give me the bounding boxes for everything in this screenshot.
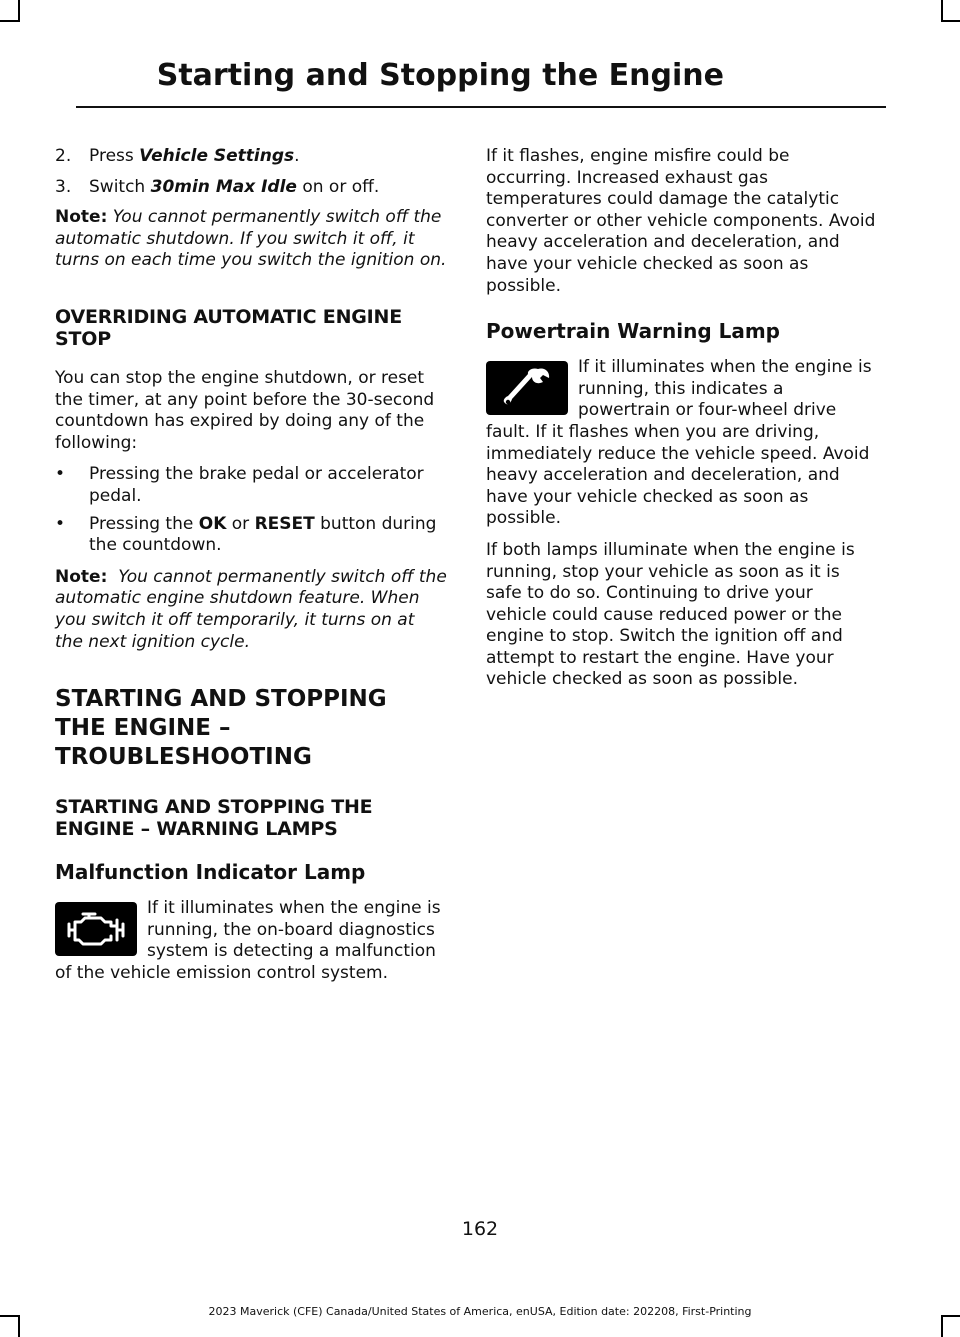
bullet-text: Pressing the brake pedal or accelerator pedal. [89,464,424,506]
section-heading-line: STARTING AND STOPPING [55,686,387,713]
engine-check-icon [55,902,137,956]
bullet-item [55,514,447,557]
override-heading: OVERRIDING AUTOMATIC ENGINE STOP [55,305,403,350]
wrench-icon [486,361,568,415]
edition-line: 2023 Maverick (CFE) Canada/United States of America, enUSA, Edition date: 202208, First-Printing [208,1305,752,1318]
menu-key: 30min Max Idle [150,176,297,197]
mil-text: If it illuminates when the engine is running, the on-board diagnostics system is detecting a malfunction of the vehicle emission control system. [55,898,441,983]
bullet-marker: • [55,513,66,534]
both-lamps-paragraph: If both lamps illuminate when the engine is running, stop your vehicle as soon as it is safe to do so. Continuing to drive your vehicle could cause reduced power or the engine to stop. Switch the ignition off and attempt to restart the engine. Have your vehicle checked as soon as possible. [486,539,855,690]
step-number: 3. [55,176,72,197]
reset-key: RESET [254,513,315,534]
page-number: 162 [461,1218,499,1240]
bullet-text [89,514,447,557]
note-text: You cannot permanently switch off the automatic engine shutdown feature. When you switch it off temporarily, it turns on at the next ignition cycle. [55,566,447,652]
section-heading [55,685,447,772]
crop-mark [941,0,943,22]
bullet-marker: • [55,464,66,485]
note-temporary [55,567,447,653]
bullet-post: button during the countdown. [89,513,437,556]
warning-lamps-heading: STARTING AND STOPPING THE ENGINE – WARNING LAMPS [55,796,373,841]
section-heading-line: THE ENGINE – [55,715,231,742]
crop-mark [943,20,960,22]
bullet-or: or [226,513,255,534]
step-text [89,177,379,199]
bullet-item [55,464,447,507]
left-column [55,146,447,994]
step-pre: Switch [89,176,151,197]
bullet-pre: Pressing the [89,513,199,534]
menu-key: Vehicle Settings [139,146,295,166]
step-3 [55,177,447,199]
step-pre: Press [89,146,140,166]
section-heading-line: TROUBLESHOOTING [55,744,312,771]
powertrain-heading: Powertrain Warning Lamp [486,319,780,344]
step-post: . [294,146,300,166]
note-shutdown [55,207,447,272]
crop-mark [18,1315,20,1337]
step-number: 2. [55,146,72,166]
crop-mark [18,0,20,22]
override-paragraph: You can stop the engine shutdown, or reset the timer, at any point before the 30-second countdown has expired by doing any of the following: [55,367,435,453]
right-column [486,146,878,701]
note-label: Note: [55,566,108,587]
mil-block [55,898,447,984]
note-text: You cannot permanently switch off the automatic shutdown. If you switch it off, it turns on each time you switch the ignition on. [55,207,447,271]
crop-mark [941,1315,943,1337]
mil-heading: Malfunction Indicator Lamp [55,860,366,885]
page-title: Starting and Stopping the Engine [156,58,724,93]
note-label: Note: [55,207,108,228]
step-post: on or off. [296,176,380,197]
flash-paragraph: If it flashes, engine misfire could be occurring. Increased exhaust gas temperatures could damage the catalytic converter or other vehicle components. Avoid heavy acceleration and deceleration, and have your vehicle checked as soon as possible. [486,146,876,296]
header-rule [76,106,886,108]
powertrain-block [486,357,878,530]
powertrain-text: If it illuminates when the engine is running, this indicates a powertrain or four-wheel drive fault. If it flashes when you are driving, immediately reduce the vehicle speed. Avoid heavy acceleration and deceleration, and have your vehicle checked as soon as possible. [486,357,872,529]
ok-key: OK [198,513,227,534]
crop-mark [0,20,18,22]
step-text [89,146,300,168]
step-2 [55,146,447,168]
